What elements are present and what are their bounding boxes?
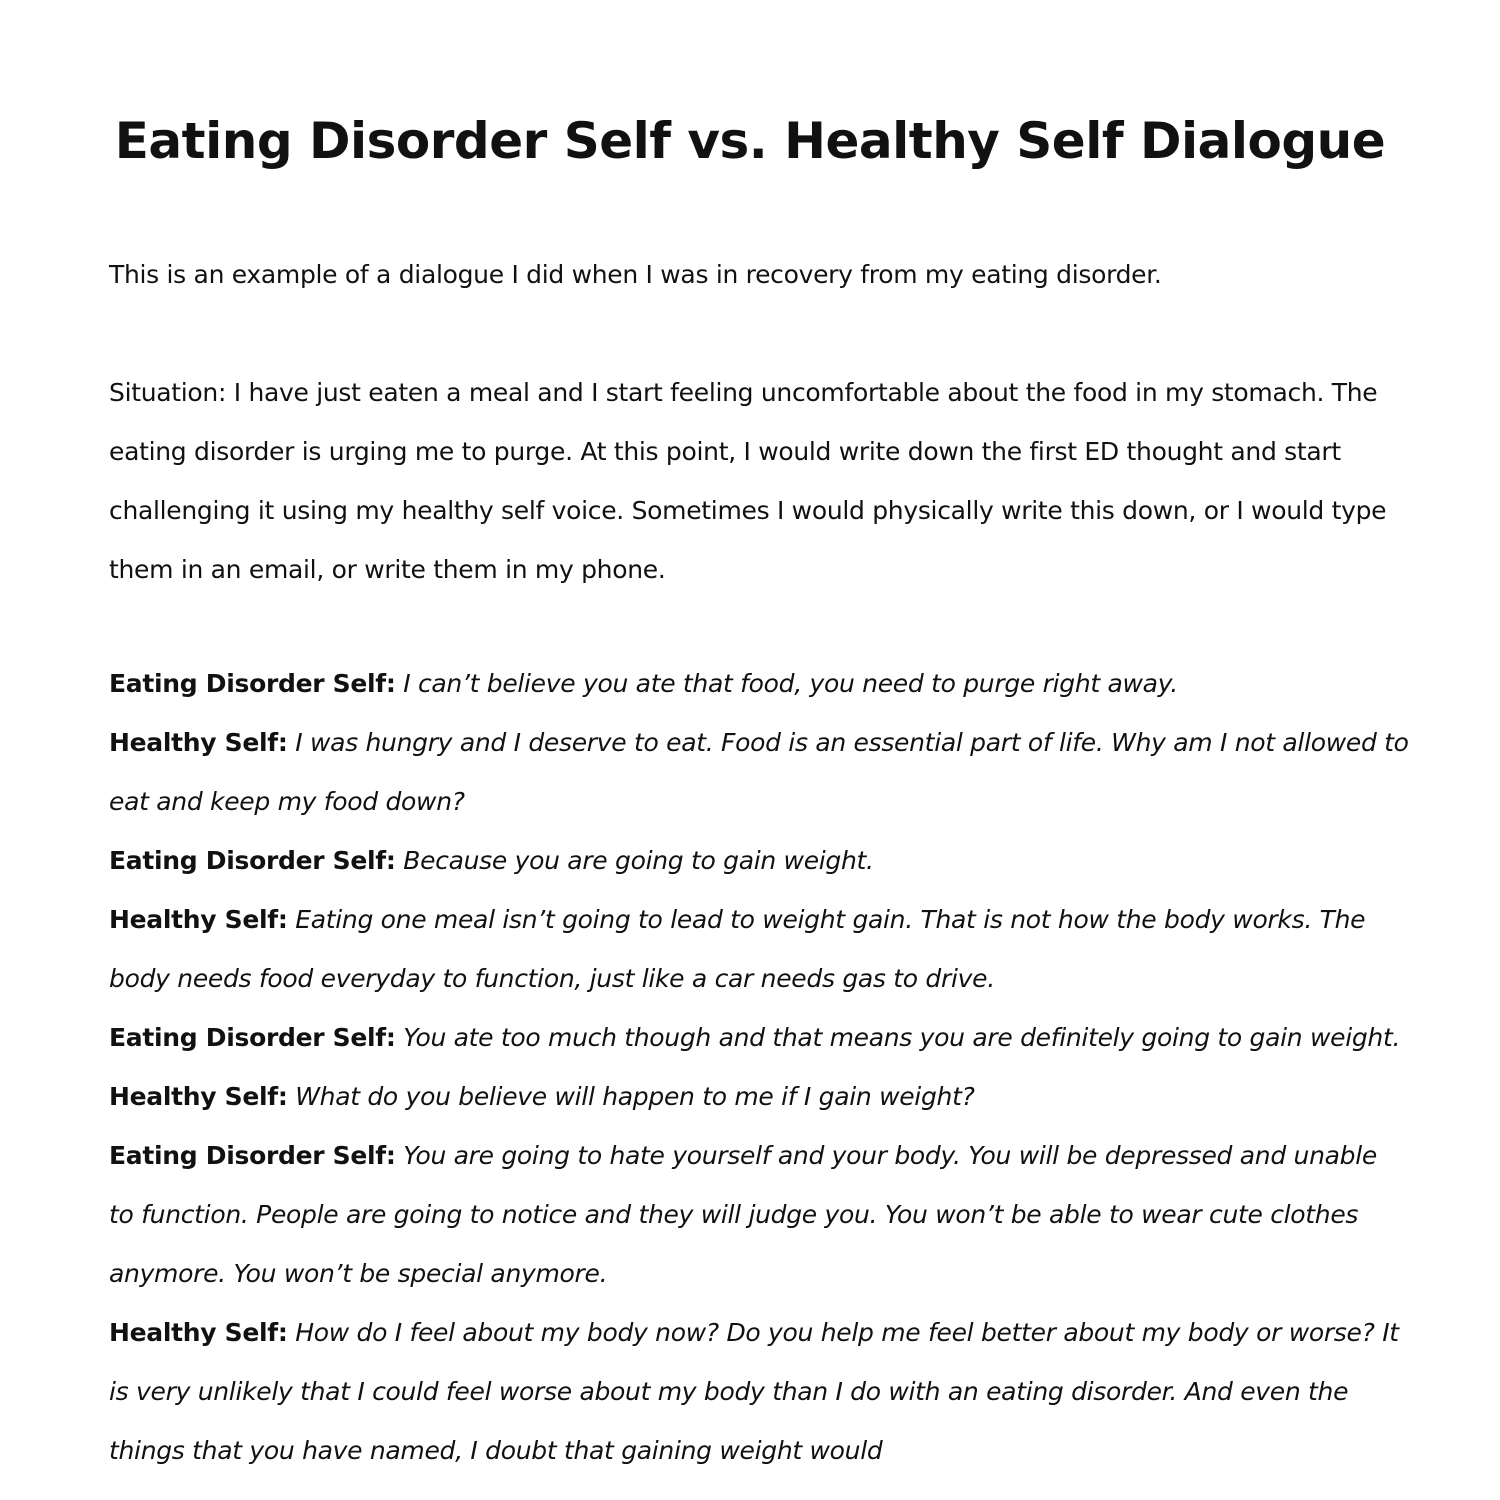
dialogue-text: What do you believe will happen to me if I gain weight? [295,1082,975,1111]
dialogue-line [109,654,1409,713]
speaker-label: Eating Disorder Self: [109,1023,396,1052]
speaker-label: Healthy Self: [109,1082,288,1111]
speaker-label: Healthy Self: [109,905,288,934]
speaker-label: Healthy Self: [109,728,288,757]
dialogue-line [109,890,1409,1008]
situation-paragraph: Situation: I have just eaten a meal and I start feeling uncomfortable about the food in my stomach. The eating disorder is urging me to purge. At this point, I would write down the first ED thought and start challenging it using my healthy self voice. Sometimes I would physically write this down, or I would type them in an email, or write them in my phone. [109,378,1387,584]
speaker-label: Eating Disorder Self: [109,669,396,698]
speaker-label: Eating Disorder Self: [109,846,396,875]
speaker-label: Healthy Self: [109,1318,288,1347]
speaker-label: Eating Disorder Self: [109,1141,396,1170]
dialogue-line [109,1303,1409,1480]
page-title: Eating Disorder Self vs. Healthy Self Dialogue [114,112,1386,170]
dialogue-line [109,1067,1409,1126]
dialogue-line [109,713,1409,831]
dialogue-text: I was hungry and I deserve to eat. Food is an essential part of life. Why am I not allowed to eat and keep my food down? [109,728,1409,816]
dialogue-line [109,1126,1409,1303]
dialogue-text: You are going to hate yourself and your body. You will be depressed and unable to function. People are going to notice and they will judge you. You won’t be able to wear cute clothes anymore. You won’t be special anymore. [109,1141,1377,1288]
dialogue-line [109,831,1409,890]
dialogue [109,654,1409,1480]
dialogue-text: Because you are going to gain weight. [403,846,874,875]
dialogue-text: I can’t believe you ate that food, you need to purge right away. [403,669,1178,698]
intro-paragraph: This is an example of a dialogue I did when I was in recovery from my eating disorder. [109,260,1162,289]
dialogue-text: Eating one meal isn’t going to lead to weight gain. That is not how the body works. The body needs food everyday to function, just like a car needs gas to drive. [109,905,1366,993]
dialogue-line [109,1008,1409,1067]
dialogue-text: How do I feel about my body now? Do you help me feel better about my body or worse? It is very unlikely that I could feel worse about my body than I do with an eating disorder. And even the things that you have named, I doubt that gaining weight would [109,1318,1399,1465]
dialogue-text: You ate too much though and that means you are definitely going to gain weight. [403,1023,1401,1052]
